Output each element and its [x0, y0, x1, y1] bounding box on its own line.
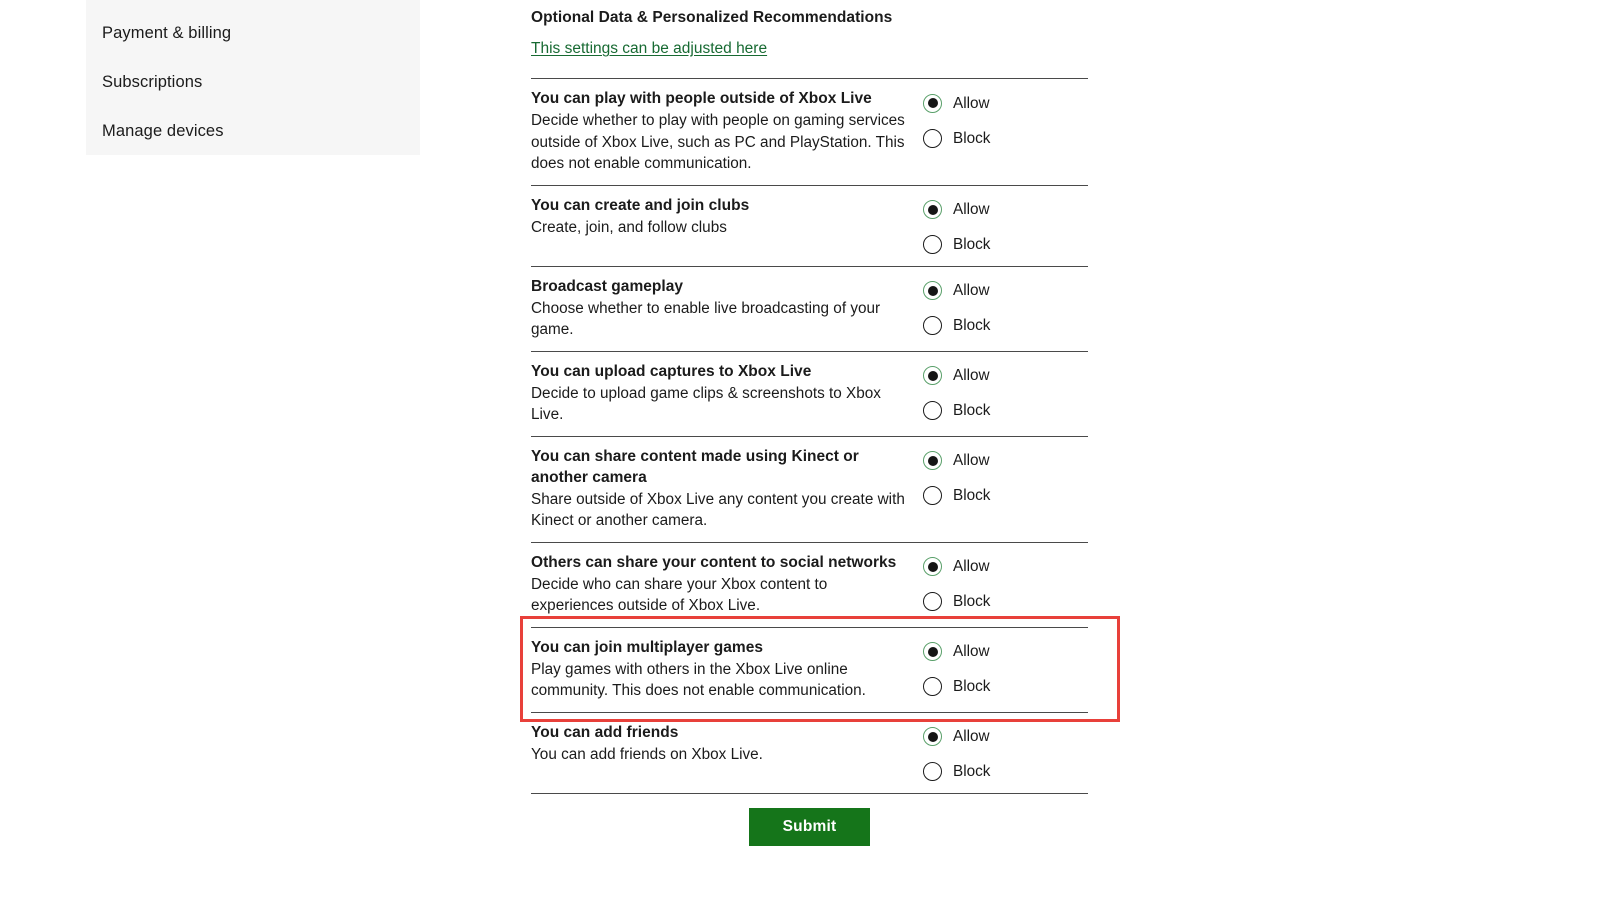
setting-row: [531, 186, 1088, 266]
setting-text: [531, 195, 923, 239]
radio-option-allow[interactable]: [923, 365, 1088, 387]
radio-block-icon[interactable]: [923, 129, 942, 148]
radio-option-label: Block: [953, 763, 991, 780]
radio-option-label: Block: [953, 678, 991, 695]
radio-option-allow[interactable]: [923, 556, 1088, 578]
radio-option-allow[interactable]: [923, 199, 1088, 221]
radio-block-icon[interactable]: [923, 316, 942, 335]
radio-option-label: Block: [953, 402, 991, 419]
radio-option-label: Allow: [953, 282, 990, 299]
radio-option-block[interactable]: [923, 127, 1088, 149]
radio-option-label: Block: [953, 593, 991, 610]
radio-block-icon[interactable]: [923, 486, 942, 505]
radio-option-allow[interactable]: [923, 280, 1088, 302]
radio-option-block[interactable]: [923, 761, 1088, 783]
radio-allow-icon[interactable]: [923, 557, 942, 576]
radio-allow-icon[interactable]: [923, 281, 942, 300]
radio-block-icon[interactable]: [923, 235, 942, 254]
setting-text: [531, 446, 923, 532]
radio-option-label: Allow: [953, 558, 990, 575]
main-content: [531, 0, 1088, 846]
setting-title: You can share content made using Kinect or another camera: [531, 447, 859, 486]
setting-options: [923, 195, 1088, 256]
setting-description: Create, join, and follow clubs: [531, 218, 727, 236]
radio-option-allow[interactable]: [923, 641, 1088, 663]
setting-row: [531, 628, 1088, 712]
setting-description: Choose whether to enable live broadcasting of your game.: [531, 299, 881, 338]
page-title: Optional Data & Personalized Recommendations: [531, 9, 893, 26]
setting-title: Others can share your content to social networks: [531, 553, 897, 571]
radio-option-block[interactable]: [923, 676, 1088, 698]
setting-options: [923, 446, 1088, 507]
setting-options: [923, 361, 1088, 422]
setting-description: Decide to upload game clips & screenshots to Xbox Live.: [531, 384, 881, 423]
setting-title: You can join multiplayer games: [531, 638, 764, 656]
radio-option-allow[interactable]: [923, 450, 1088, 472]
radio-option-block[interactable]: [923, 234, 1088, 256]
sidebar-item-label: Subscriptions: [102, 73, 203, 91]
radio-option-block[interactable]: [923, 400, 1088, 422]
radio-option-block[interactable]: [923, 315, 1088, 337]
radio-option-label: Block: [953, 317, 991, 334]
sidebar-item-payment-billing[interactable]: [86, 9, 420, 58]
setting-description: You can add friends on Xbox Live.: [531, 745, 763, 763]
setting-text: [531, 361, 923, 426]
setting-text: [531, 88, 923, 175]
setting-row: [531, 437, 1088, 542]
radio-option-label: Allow: [953, 452, 990, 469]
setting-row: [531, 79, 1088, 185]
radio-option-allow[interactable]: [923, 726, 1088, 748]
sidebar-item-manage-devices[interactable]: [86, 107, 420, 156]
radio-option-label: Allow: [953, 201, 990, 218]
sidebar-item-subscriptions[interactable]: [86, 58, 420, 107]
setting-options: [923, 637, 1088, 698]
setting-row: [531, 352, 1088, 436]
setting-row: [531, 267, 1088, 351]
radio-option-label: Block: [953, 487, 991, 504]
radio-option-label: Allow: [953, 728, 990, 745]
submit-button[interactable]: Submit: [749, 808, 870, 846]
radio-block-icon[interactable]: [923, 401, 942, 420]
setting-options: [923, 722, 1088, 783]
setting-description: Decide whether to play with people on gaming services outside of Xbox Live, such as PC and PlayStation. This does not enable communication.: [531, 112, 905, 172]
submit-row: [531, 794, 1088, 846]
setting-text: [531, 637, 923, 702]
setting-options: [923, 552, 1088, 613]
sidebar-item-label: Manage devices: [102, 122, 224, 140]
setting-title: You can create and join clubs: [531, 196, 750, 214]
adjust-settings-link[interactable]: This settings can be adjusted here: [531, 40, 768, 57]
radio-allow-icon[interactable]: [923, 642, 942, 661]
radio-allow-icon[interactable]: [923, 727, 942, 746]
sidebar-nav: [86, 0, 420, 155]
radio-allow-icon[interactable]: [923, 451, 942, 470]
setting-title: You can play with people outside of Xbox Live: [531, 90, 872, 107]
setting-row: [531, 713, 1088, 793]
radio-block-icon[interactable]: [923, 677, 942, 696]
setting-text: [531, 552, 923, 617]
setting-description: Play games with others in the Xbox Live online community. This does not enable communication.: [531, 660, 866, 699]
radio-option-label: Allow: [953, 94, 990, 112]
radio-option-label: Allow: [953, 367, 990, 384]
radio-option-block[interactable]: [923, 485, 1088, 507]
radio-allow-icon[interactable]: [923, 200, 942, 219]
sidebar-item-label: Payment & billing: [102, 24, 232, 42]
radio-option-allow[interactable]: [923, 92, 1088, 114]
radio-option-label: Allow: [953, 643, 990, 660]
radio-allow-icon[interactable]: [923, 366, 942, 385]
setting-options: [923, 276, 1088, 337]
setting-options: [923, 88, 1088, 149]
setting-title: You can upload captures to Xbox Live: [531, 362, 812, 380]
radio-option-block[interactable]: [923, 591, 1088, 613]
radio-block-icon[interactable]: [923, 592, 942, 611]
radio-option-label: Block: [953, 236, 991, 253]
radio-block-icon[interactable]: [923, 762, 942, 781]
setting-text: [531, 276, 923, 341]
setting-description: Decide who can share your Xbox content to experiences outside of Xbox Live.: [531, 575, 828, 614]
setting-title: Broadcast gameplay: [531, 277, 683, 295]
setting-row: [531, 543, 1088, 627]
setting-title: You can add friends: [531, 723, 679, 741]
radio-option-label: Block: [953, 129, 991, 147]
setting-description: Share outside of Xbox Live any content you create with Kinect or another camera.: [531, 490, 905, 529]
setting-text: [531, 722, 923, 766]
settings-list: [531, 79, 1088, 794]
radio-allow-icon[interactable]: [923, 94, 942, 113]
